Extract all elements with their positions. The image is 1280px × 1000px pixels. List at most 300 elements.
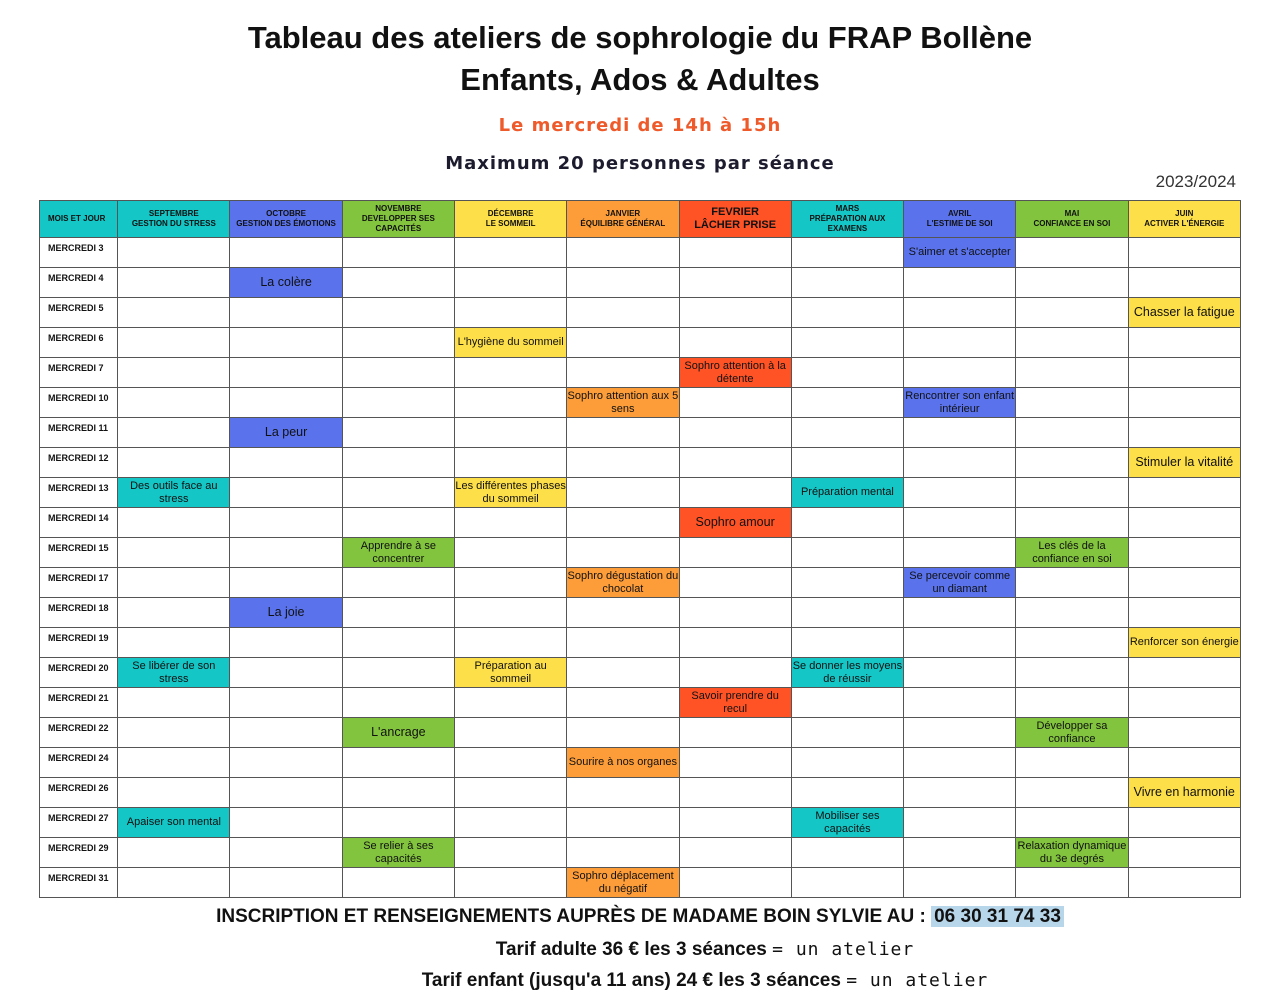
- empty-cell: [679, 448, 791, 478]
- empty-cell: [342, 778, 454, 808]
- tarif-child-text: Tarif enfant (jusqu'a 11 ans) 24 € les 3 séances: [421, 970, 841, 991]
- column-theme: L'ESTIME DE SOI: [926, 219, 993, 228]
- workshop-cell: Renforcer son énergie: [1128, 628, 1240, 658]
- table-row: [40, 628, 1241, 658]
- empty-cell: [1128, 328, 1240, 358]
- empty-cell: [230, 688, 342, 718]
- empty-cell: [342, 238, 454, 268]
- inscription-text: INSCRIPTION ET RENSEIGNEMENTS AUPRÈS DE MADAME BOIN SYLVIE AU :: [216, 906, 926, 927]
- empty-cell: [904, 688, 1016, 718]
- workshop-cell: Relaxation dynamique du 3e degrés: [1016, 838, 1128, 868]
- empty-cell: [679, 778, 791, 808]
- empty-cell: [1016, 748, 1128, 778]
- workshop-cell: Préparation mental: [791, 478, 903, 508]
- empty-cell: [904, 748, 1016, 778]
- empty-cell: [230, 388, 342, 418]
- empty-cell: [791, 508, 903, 538]
- column-theme: ACTIVER L'ÉNERGIE: [1144, 219, 1225, 228]
- day-label: MERCREDI 24: [40, 748, 118, 778]
- empty-cell: [904, 448, 1016, 478]
- empty-cell: [791, 328, 903, 358]
- empty-cell: [454, 358, 566, 388]
- day-label: MERCREDI 22: [40, 718, 118, 748]
- empty-cell: [1128, 418, 1240, 448]
- empty-cell: [230, 838, 342, 868]
- workshop-cell: L'hygiène du sommeil: [454, 328, 566, 358]
- school-year: 2023/2024: [1155, 172, 1236, 191]
- day-label: MERCREDI 12: [40, 448, 118, 478]
- table-row: [40, 568, 1241, 598]
- empty-cell: [1128, 868, 1240, 898]
- empty-cell: [1016, 598, 1128, 628]
- column-month: MAI: [1064, 209, 1080, 218]
- workshop-cell: Sophro attention aux 5 sens: [567, 388, 679, 418]
- empty-cell: [567, 418, 679, 448]
- workshop-cell: Stimuler la vitalité: [1128, 448, 1240, 478]
- table-row: [40, 448, 1241, 478]
- empty-cell: [118, 238, 230, 268]
- empty-cell: [791, 448, 903, 478]
- empty-cell: [230, 808, 342, 838]
- empty-cell: [118, 778, 230, 808]
- empty-cell: [454, 718, 566, 748]
- empty-cell: [118, 508, 230, 538]
- empty-cell: [230, 238, 342, 268]
- empty-cell: [1016, 238, 1128, 268]
- empty-cell: [1016, 778, 1128, 808]
- empty-cell: [1016, 388, 1128, 418]
- empty-cell: [454, 298, 566, 328]
- empty-cell: [791, 718, 903, 748]
- empty-cell: [230, 298, 342, 328]
- empty-cell: [567, 238, 679, 268]
- column-header-avril: [904, 201, 1016, 238]
- empty-cell: [118, 448, 230, 478]
- day-label: MERCREDI 14: [40, 508, 118, 538]
- empty-cell: [567, 598, 679, 628]
- column-month: MARS: [835, 204, 860, 213]
- empty-cell: [904, 328, 1016, 358]
- empty-cell: [567, 538, 679, 568]
- empty-cell: [679, 838, 791, 868]
- workshop-schedule-table: [39, 200, 1241, 898]
- empty-cell: [342, 688, 454, 718]
- empty-cell: [118, 388, 230, 418]
- empty-cell: [342, 358, 454, 388]
- empty-cell: [1128, 508, 1240, 538]
- empty-cell: [791, 628, 903, 658]
- empty-cell: [679, 658, 791, 688]
- empty-cell: [342, 658, 454, 688]
- empty-cell: [567, 358, 679, 388]
- empty-cell: [230, 328, 342, 358]
- column-header-septembre: [118, 201, 230, 238]
- table-row: [40, 418, 1241, 448]
- column-theme: ÉQUILIBRE GÉNÉRAL: [580, 219, 666, 228]
- empty-cell: [1016, 868, 1128, 898]
- workshop-cell: Se relier à ses capacités: [342, 838, 454, 868]
- empty-cell: [342, 388, 454, 418]
- empty-cell: [230, 628, 342, 658]
- table-row: [40, 508, 1241, 538]
- empty-cell: [1128, 658, 1240, 688]
- empty-cell: [567, 508, 679, 538]
- day-label: MERCREDI 19: [40, 628, 118, 658]
- table-row: [40, 688, 1241, 718]
- empty-cell: [904, 268, 1016, 298]
- empty-cell: [230, 478, 342, 508]
- empty-cell: [1128, 358, 1240, 388]
- workshop-cell: Sophro amour: [679, 508, 791, 538]
- empty-cell: [567, 808, 679, 838]
- day-label: MERCREDI 7: [40, 358, 118, 388]
- capacity-note: Maximum 20 personnes par séance: [445, 153, 835, 174]
- empty-cell: [904, 538, 1016, 568]
- empty-cell: [1128, 538, 1240, 568]
- empty-cell: [342, 628, 454, 658]
- empty-cell: [342, 748, 454, 778]
- empty-cell: [791, 238, 903, 268]
- empty-cell: [679, 568, 791, 598]
- empty-cell: [791, 298, 903, 328]
- workshop-cell: Les clés de la confiance en soi: [1016, 538, 1128, 568]
- day-label: MERCREDI 5: [40, 298, 118, 328]
- empty-cell: [904, 628, 1016, 658]
- column-month: JUIN: [1175, 209, 1194, 218]
- table-row: [40, 748, 1241, 778]
- day-label: MERCREDI 26: [40, 778, 118, 808]
- table-header-row: [40, 201, 1241, 238]
- empty-cell: [791, 598, 903, 628]
- empty-cell: [118, 748, 230, 778]
- column-header-mai: [1016, 201, 1128, 238]
- workshop-cell: Les différentes phases du sommeil: [454, 478, 566, 508]
- empty-cell: [679, 598, 791, 628]
- empty-cell: [454, 508, 566, 538]
- empty-cell: [118, 538, 230, 568]
- workshop-cell: Préparation au sommeil: [454, 658, 566, 688]
- empty-cell: [791, 568, 903, 598]
- workshop-cell: Vivre en harmonie: [1128, 778, 1240, 808]
- empty-cell: [679, 238, 791, 268]
- empty-cell: [1128, 808, 1240, 838]
- empty-cell: [1128, 568, 1240, 598]
- inscription-info: [0, 906, 1280, 928]
- empty-cell: [454, 388, 566, 418]
- empty-cell: [342, 868, 454, 898]
- empty-cell: [230, 448, 342, 478]
- table-row: [40, 388, 1241, 418]
- column-theme: DEVELOPPER SES CAPACITÉS: [361, 214, 435, 233]
- workshop-cell: Se libérer de son stress: [118, 658, 230, 688]
- table-row: [40, 808, 1241, 838]
- empty-cell: [679, 868, 791, 898]
- day-label: MERCREDI 6: [40, 328, 118, 358]
- column-header-octobre: [230, 201, 342, 238]
- column-header-novembre: [342, 201, 454, 238]
- empty-cell: [791, 778, 903, 808]
- empty-cell: [791, 748, 903, 778]
- tarif-adult-text: Tarif adulte 36 € les 3 séances: [495, 939, 767, 960]
- empty-cell: [230, 658, 342, 688]
- column-header-decembre: [454, 201, 566, 238]
- day-label: MERCREDI 31: [40, 868, 118, 898]
- empty-cell: [679, 298, 791, 328]
- empty-cell: [567, 628, 679, 658]
- day-label: MERCREDI 27: [40, 808, 118, 838]
- workshop-cell: Se percevoir comme un diamant: [904, 568, 1016, 598]
- empty-cell: [1128, 688, 1240, 718]
- workshop-cell: Apprendre à se concentrer: [342, 538, 454, 568]
- empty-cell: [679, 478, 791, 508]
- column-header-fevrier: [679, 201, 791, 238]
- empty-cell: [118, 838, 230, 868]
- table-row: [40, 538, 1241, 568]
- empty-cell: [679, 808, 791, 838]
- workshop-cell: S'aimer et s'accepter: [904, 238, 1016, 268]
- empty-cell: [342, 448, 454, 478]
- empty-cell: [118, 418, 230, 448]
- empty-cell: [454, 688, 566, 718]
- empty-cell: [679, 718, 791, 748]
- empty-cell: [1016, 808, 1128, 838]
- table-row: [40, 658, 1241, 688]
- workshop-cell: Apaiser son mental: [118, 808, 230, 838]
- empty-cell: [342, 298, 454, 328]
- empty-cell: [567, 268, 679, 298]
- table-row: [40, 268, 1241, 298]
- workshop-cell: Sophro déplacement du négatif: [567, 868, 679, 898]
- empty-cell: [904, 808, 1016, 838]
- empty-cell: [1016, 448, 1128, 478]
- empty-cell: [230, 568, 342, 598]
- day-label: MERCREDI 21: [40, 688, 118, 718]
- empty-cell: [1128, 598, 1240, 628]
- empty-cell: [342, 568, 454, 598]
- day-label: MERCREDI 20: [40, 658, 118, 688]
- empty-cell: [230, 508, 342, 538]
- empty-cell: [1016, 658, 1128, 688]
- empty-cell: [230, 718, 342, 748]
- empty-cell: [118, 868, 230, 898]
- empty-cell: [342, 268, 454, 298]
- table-row: [40, 778, 1241, 808]
- empty-cell: [567, 838, 679, 868]
- empty-cell: [679, 418, 791, 448]
- column-theme: GESTION DES ÉMOTIONS: [236, 219, 336, 228]
- empty-cell: [904, 718, 1016, 748]
- empty-cell: [904, 418, 1016, 448]
- empty-cell: [454, 628, 566, 658]
- empty-cell: [567, 448, 679, 478]
- empty-cell: [1128, 478, 1240, 508]
- empty-cell: [791, 388, 903, 418]
- empty-cell: [454, 808, 566, 838]
- empty-cell: [118, 628, 230, 658]
- empty-cell: [904, 868, 1016, 898]
- empty-cell: [567, 778, 679, 808]
- workshop-cell: Sourire à nos organes: [567, 748, 679, 778]
- column-month: FEVRIER: [711, 206, 759, 218]
- tarif-adult: [65, 939, 1280, 961]
- column-theme: PRÉPARATION AUX EXAMENS: [809, 214, 886, 233]
- column-month: DÉCEMBRE: [487, 209, 534, 218]
- empty-cell: [454, 778, 566, 808]
- day-label: MERCREDI 29: [40, 838, 118, 868]
- page-subtitle: Enfants, Ados & Adultes: [460, 62, 820, 97]
- empty-cell: [342, 808, 454, 838]
- column-theme: LE SOMMEIL: [485, 219, 536, 228]
- empty-cell: [791, 418, 903, 448]
- empty-cell: [230, 748, 342, 778]
- empty-cell: [118, 688, 230, 718]
- empty-cell: [230, 868, 342, 898]
- column-header-mars: [791, 201, 903, 238]
- empty-cell: [454, 448, 566, 478]
- empty-cell: [1016, 508, 1128, 538]
- empty-cell: [1016, 568, 1128, 598]
- empty-cell: [1128, 388, 1240, 418]
- table-row: [40, 298, 1241, 328]
- empty-cell: [791, 538, 903, 568]
- empty-cell: [791, 838, 903, 868]
- empty-cell: [1128, 748, 1240, 778]
- empty-cell: [567, 328, 679, 358]
- empty-cell: [1016, 478, 1128, 508]
- workshop-cell: Développer sa confiance: [1016, 718, 1128, 748]
- phone-number[interactable]: 06 30 31 74 33: [931, 906, 1064, 927]
- empty-cell: [679, 328, 791, 358]
- table-row: [40, 238, 1241, 268]
- column-header-month-day: MOIS ET JOUR: [40, 201, 118, 238]
- empty-cell: [679, 388, 791, 418]
- workshop-cell: La colère: [230, 268, 342, 298]
- table-row: [40, 358, 1241, 388]
- workshop-cell: L'ancrage: [342, 718, 454, 748]
- empty-cell: [454, 748, 566, 778]
- column-month: NOVEMBRE: [375, 204, 422, 213]
- day-label: MERCREDI 18: [40, 598, 118, 628]
- empty-cell: [454, 598, 566, 628]
- empty-cell: [567, 658, 679, 688]
- workshop-cell: Se donner les moyens de réussir: [791, 658, 903, 688]
- empty-cell: [1128, 718, 1240, 748]
- tarif-child-suffix: = un atelier: [846, 970, 989, 991]
- day-label: MERCREDI 11: [40, 418, 118, 448]
- empty-cell: [567, 718, 679, 748]
- table-row: [40, 598, 1241, 628]
- day-label: MERCREDI 13: [40, 478, 118, 508]
- empty-cell: [118, 298, 230, 328]
- empty-cell: [904, 478, 1016, 508]
- column-month: JANVIER: [605, 209, 641, 218]
- empty-cell: [904, 358, 1016, 388]
- day-label: MERCREDI 10: [40, 388, 118, 418]
- workshop-cell: Rencontrer son enfant intérieur: [904, 388, 1016, 418]
- empty-cell: [679, 268, 791, 298]
- schedule-time: Le mercredi de 14h à 15h: [498, 115, 782, 136]
- workshop-cell: Savoir prendre du recul: [679, 688, 791, 718]
- workshop-cell: Chasser la fatigue: [1128, 298, 1240, 328]
- table-row: [40, 868, 1241, 898]
- empty-cell: [679, 748, 791, 778]
- empty-cell: [904, 778, 1016, 808]
- table-row: [40, 838, 1241, 868]
- empty-cell: [118, 328, 230, 358]
- workshop-cell: La joie: [230, 598, 342, 628]
- empty-cell: [342, 418, 454, 448]
- empty-cell: [230, 538, 342, 568]
- empty-cell: [1128, 838, 1240, 868]
- empty-cell: [904, 298, 1016, 328]
- empty-cell: [454, 568, 566, 598]
- empty-cell: [567, 688, 679, 718]
- column-theme: LÂCHER PRISE: [694, 219, 777, 231]
- column-theme: CONFIANCE EN SOI: [1033, 219, 1111, 228]
- workshop-cell: Sophro dégustation du chocolat: [567, 568, 679, 598]
- empty-cell: [230, 358, 342, 388]
- empty-cell: [454, 238, 566, 268]
- day-label: MERCREDI 17: [40, 568, 118, 598]
- column-header-juin: [1128, 201, 1240, 238]
- empty-cell: [454, 868, 566, 898]
- empty-cell: [1128, 268, 1240, 298]
- empty-cell: [1016, 298, 1128, 328]
- empty-cell: [230, 778, 342, 808]
- table-row: [40, 478, 1241, 508]
- empty-cell: [342, 328, 454, 358]
- empty-cell: [904, 658, 1016, 688]
- empty-cell: [342, 478, 454, 508]
- empty-cell: [1016, 418, 1128, 448]
- empty-cell: [118, 718, 230, 748]
- empty-cell: [118, 268, 230, 298]
- tarif-child: [65, 970, 1280, 992]
- empty-cell: [1016, 688, 1128, 718]
- empty-cell: [1128, 238, 1240, 268]
- empty-cell: [454, 838, 566, 868]
- empty-cell: [118, 568, 230, 598]
- empty-cell: [567, 478, 679, 508]
- empty-cell: [679, 538, 791, 568]
- column-month: SEPTEMBRE: [148, 209, 199, 218]
- empty-cell: [791, 358, 903, 388]
- workshop-cell: Des outils face au stress: [118, 478, 230, 508]
- empty-cell: [567, 298, 679, 328]
- table-row: [40, 328, 1241, 358]
- workshop-cell: La peur: [230, 418, 342, 448]
- empty-cell: [454, 268, 566, 298]
- empty-cell: [1016, 358, 1128, 388]
- tarif-adult-suffix: = un atelier: [772, 939, 915, 960]
- empty-cell: [904, 598, 1016, 628]
- workshop-cell: Sophro attention à la détente: [679, 358, 791, 388]
- column-header-janvier: [567, 201, 679, 238]
- column-theme: GESTION DU STRESS: [131, 219, 216, 228]
- day-label: MERCREDI 4: [40, 268, 118, 298]
- empty-cell: [791, 268, 903, 298]
- empty-cell: [342, 508, 454, 538]
- empty-cell: [904, 508, 1016, 538]
- empty-cell: [1016, 268, 1128, 298]
- day-label: MERCREDI 3: [40, 238, 118, 268]
- page-title: Tableau des ateliers de sophrologie du FRAP Bollène: [247, 20, 1033, 55]
- day-label: MERCREDI 15: [40, 538, 118, 568]
- empty-cell: [454, 418, 566, 448]
- empty-cell: [1016, 628, 1128, 658]
- empty-cell: [791, 868, 903, 898]
- empty-cell: [118, 598, 230, 628]
